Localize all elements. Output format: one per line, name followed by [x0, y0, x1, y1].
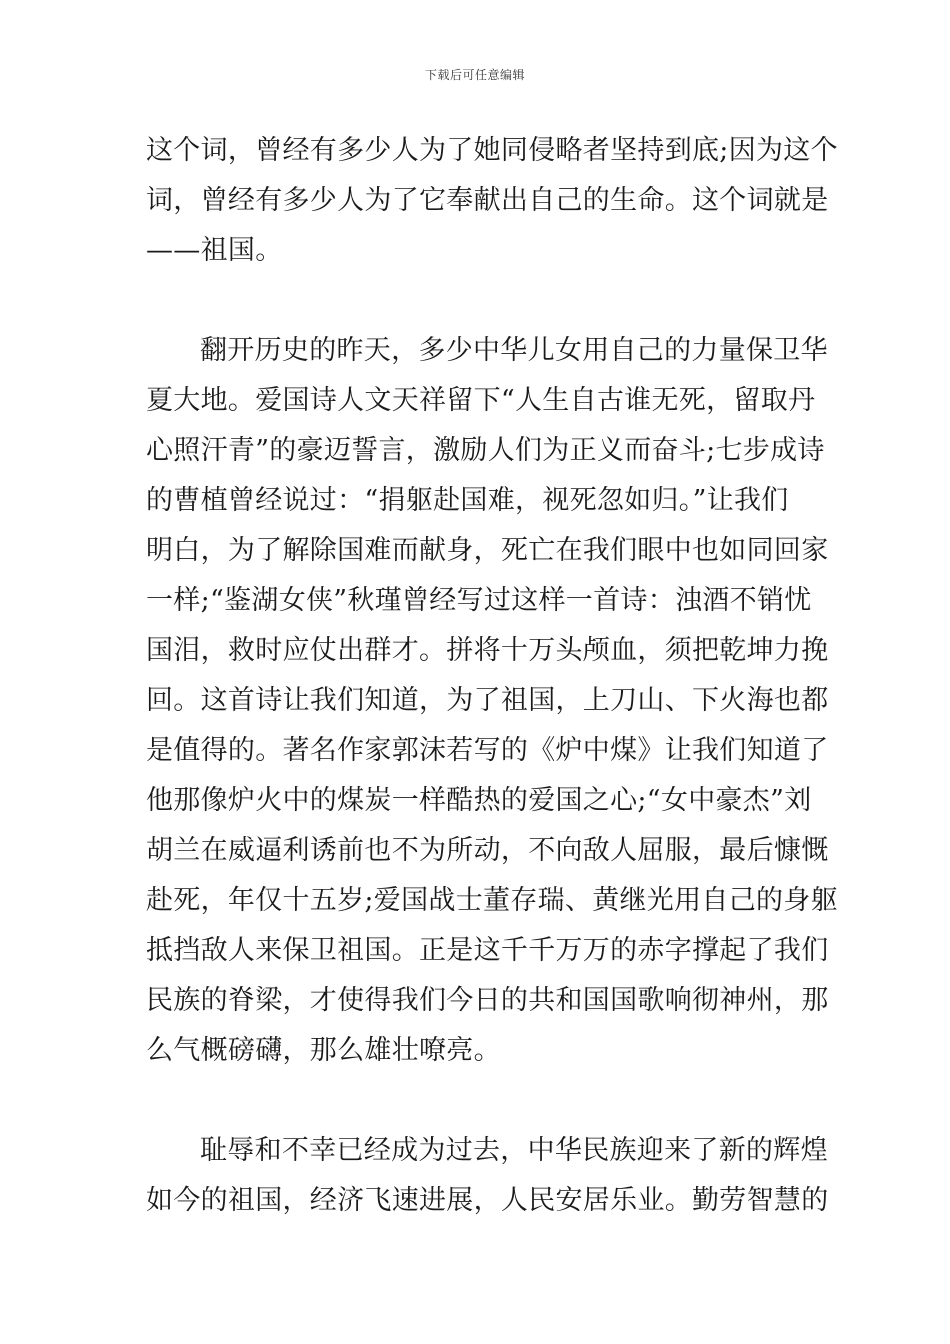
- paragraph-line: 民族的脊梁，才使得我们今日的共和国国歌响彻神州，那: [146, 985, 829, 1016]
- paragraph-line: 他那像炉火中的煤炭一样酷热的爱国之心;“女中豪杰”刘: [146, 785, 812, 816]
- paragraph-line: 词，曾经有多少人为了它奉献出自己的生命。这个词就是: [146, 185, 829, 216]
- document-body: [146, 126, 838, 1226]
- paragraph-line: 夏大地。爱国诗人文天祥留下“人生自古谁无死，留取丹: [146, 385, 816, 416]
- paragraph-line: 赴死，年仅十五岁;爱国战士董存瑞、黄继光用自己的身躯: [146, 885, 838, 916]
- paragraph-line: 明白，为了解除国难而献身，死亡在我们眼中也如同回家: [146, 535, 829, 566]
- paragraph-spacer: [146, 1076, 808, 1126]
- paragraph-line: 心照汗青”的豪迈誓言，激励人们为正义而奋斗;七步成诗: [146, 435, 825, 466]
- paragraph-line: 一样;“鉴湖女侠”秋瑾曾经写过这样一首诗：浊酒不销忧: [146, 585, 812, 616]
- paragraph-line: 翻开历史的昨天，多少中华儿女用自己的力量保卫华: [200, 335, 828, 366]
- paragraph-line: 如今的祖国，经济飞速进展，人民安居乐业。勤劳智慧的: [146, 1185, 829, 1216]
- paragraph-line: 抵挡敌人来保卫祖国。正是这千千万万的赤字撑起了我们: [146, 935, 829, 966]
- paragraph-2: [146, 326, 838, 1076]
- paragraph-line: 耻辱和不幸已经成为过去，中华民族迎来了新的辉煌: [200, 1135, 828, 1166]
- page-header: 下载后可任意编辑: [424, 68, 525, 82]
- paragraph-line: 是值得的。著名作家郭沫若写的《炉中煤》让我们知道了: [146, 735, 829, 766]
- paragraph-line: 胡兰在威逼利诱前也不为所动，不向敌人屈服，最后慷慨: [146, 835, 829, 866]
- paragraph-spacer: [146, 276, 808, 326]
- paragraph-3: [146, 1126, 829, 1226]
- paragraph-line: ——祖国。: [146, 235, 283, 266]
- paragraph-line: 的曹植曾经说过：“捐躯赴国难，视死忽如归。”让我们: [146, 485, 789, 516]
- paragraph-1: [146, 126, 838, 276]
- paragraph-line: 么气概磅礴，那么雄壮嘹亮。: [146, 1035, 501, 1066]
- paragraph-line: 国泪，救时应仗出群才。拼将十万头颅血，须把乾坤力挽: [146, 635, 829, 666]
- paragraph-line: 回。这首诗让我们知道，为了祖国，上刀山、下火海也都: [146, 685, 829, 716]
- paragraph-line: 这个词，曾经有多少人为了她同侵略者坚持到底;因为这个: [146, 135, 838, 166]
